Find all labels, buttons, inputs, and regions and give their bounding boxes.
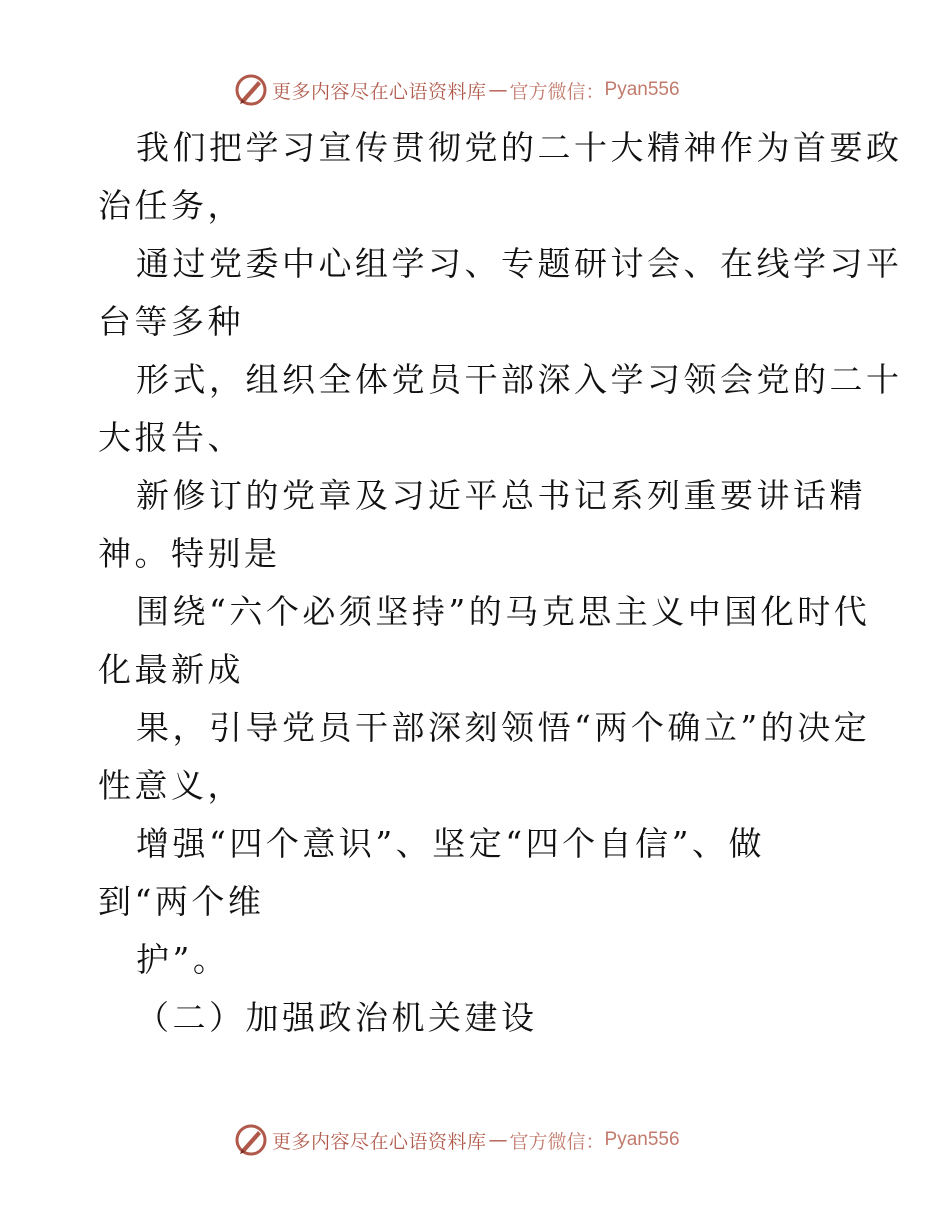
watermark-site: 更多内容尽在心语资料库 [272,80,487,103]
body-line: 护”。 [136,940,230,979]
body-line: 到“两个维 [98,882,265,921]
watermark-wechat-label: 官方微信： [509,1130,605,1153]
body-line: 大报告、 [98,418,244,457]
watermark-header [234,72,714,108]
watermark-site: 更多内容尽在心语资料库 [272,1130,487,1153]
body-line: 台等多种 [98,302,244,341]
body-line: 治任务， [98,186,244,225]
pen-logo-icon [234,73,268,107]
watermark-footer [234,1122,714,1158]
watermark-wechat-label: 官方微信： [509,80,605,103]
watermark-wechat-id: Pyan556 [604,79,680,100]
pen-logo-icon [234,1123,268,1157]
watermark-dash: — [488,79,508,101]
body-line: 围绕“六个必须坚持”的马克思主义中国化时代 [136,592,871,631]
body-line: 化最新成 [98,650,244,689]
watermark-dash: — [488,1129,508,1151]
body-line: 通过党委中心组学习、专题研讨会、在线学习平 [136,244,903,283]
body-line: 新修订的党章及习近平总书记系列重要讲话精 [136,476,866,515]
body-line: 形式，组织全体党员干部深入学习领会党的二十 [136,360,903,399]
body-line: 我们把学习宣传贯彻党的二十大精神作为首要政 [136,128,903,167]
body-line: 神。特别是 [98,534,281,573]
body-line: 性意义， [98,766,244,805]
body-line: 果，引导党员干部深刻领悟“两个确立”的决定 [136,708,871,747]
section-heading: （二）加强政治机关建设 [136,998,538,1037]
body-line: 增强“四个意识”、坚定“四个自信”、做 [136,824,765,863]
watermark-wechat-id: Pyan556 [604,1129,680,1150]
